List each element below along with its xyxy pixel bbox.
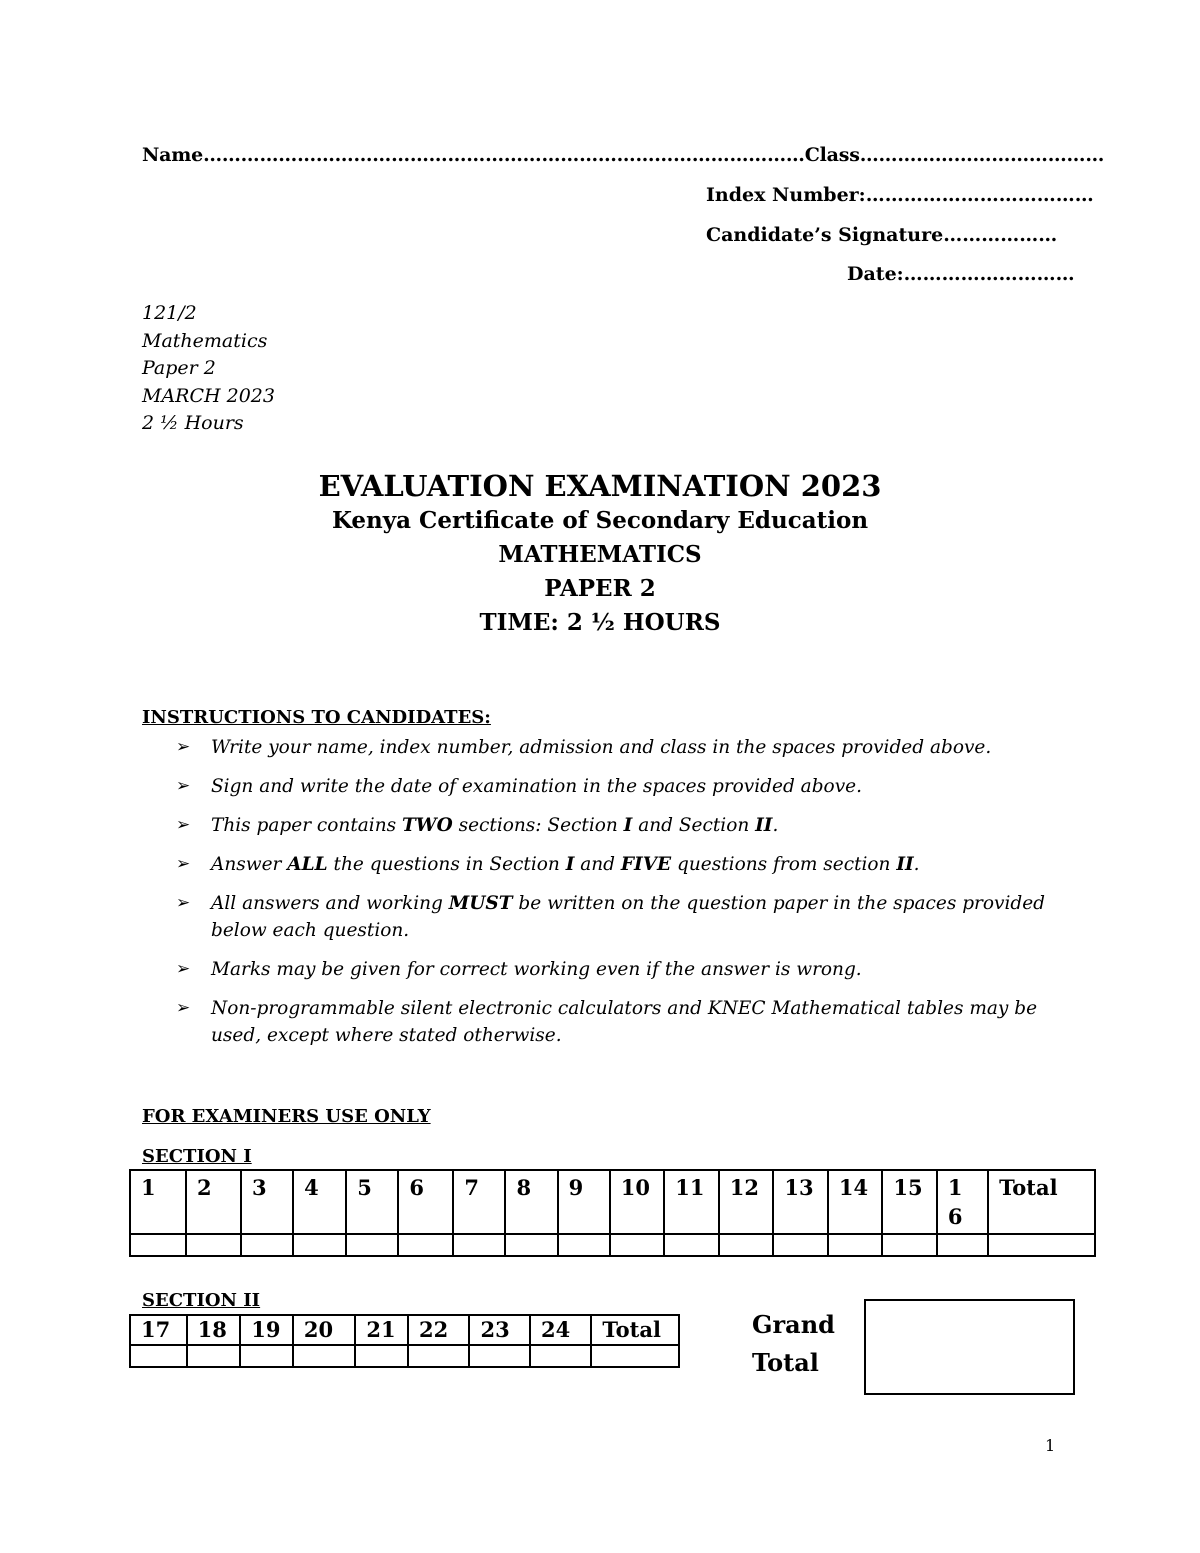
section1-header-cell: 9 [558,1170,610,1234]
section1-header-cell: 10 [610,1170,665,1234]
instruction-item: ➢ Non-programmable silent electronic calculators and KNEC Mathematical tables may be used, except where stated otherwise. [176,995,1056,1049]
section1-score-cell[interactable] [988,1234,1095,1256]
exam-paper: PAPER 2 [544,575,656,602]
section1-score-cell[interactable] [719,1234,774,1256]
section2-header-cell: Total [591,1315,679,1345]
name-label: Name [142,144,204,166]
index-number-label: Index Number: [706,184,866,206]
signature-field[interactable]: ……………… [943,224,1058,246]
section2-header-cell: 19 [240,1315,293,1345]
date-field[interactable]: ……………………… [903,263,1075,285]
section-2-label: SECTION II [142,1290,261,1311]
section2-header-cell: 20 [293,1315,355,1345]
page-number: 1 [1045,1436,1056,1455]
section1-header-cell: 11 [664,1170,719,1234]
instruction-item: ➢ Marks may be given for correct working even if the answer is wrong. [176,956,1056,983]
section1-score-cell[interactable] [130,1234,186,1256]
section2-score-cell[interactable] [187,1345,241,1367]
instructions-list [176,734,1056,1061]
section1-score-cell[interactable] [664,1234,719,1256]
class-label: Class [804,144,860,166]
arrowhead-bullet-icon: ➢ [176,776,191,796]
section1-header-cell: 8 [505,1170,557,1234]
name-field[interactable]: …………………………………………………………………………………… [203,144,805,166]
exam-time: TIME: 2 ½ HOURS [479,609,721,636]
section1-header-cell: 1 6 [937,1170,988,1234]
section1-header-cell: Total [988,1170,1095,1234]
instructions-heading: INSTRUCTIONS TO CANDIDATES: [142,707,491,728]
section1-score-cell[interactable] [293,1234,346,1256]
paper-info [142,300,275,438]
name-class-line [142,144,1104,166]
arrowhead-bullet-icon: ➢ [176,854,191,874]
section2-score-cell[interactable] [591,1345,679,1367]
section2-score-cell[interactable] [240,1345,293,1367]
section2-header-cell: 17 [130,1315,187,1345]
section1-score-cell[interactable] [346,1234,398,1256]
section1-score-cell[interactable] [453,1234,505,1256]
instruction-item: ➢ All answers and working MUST be written on the question paper in the spaces provided below each question. [176,890,1056,944]
section2-score-cell[interactable] [469,1345,529,1367]
section2-header-cell: 23 [469,1315,529,1345]
section2-header-cell: 18 [187,1315,241,1345]
exam-title: EVALUATION EXAMINATION 2023 [318,469,882,503]
paper-subject: Mathematics [142,329,268,352]
section1-header-cell: 5 [346,1170,398,1234]
instruction-item: ➢ This paper contains TWO sections: Section I and Section II. [176,812,1056,839]
section2-header-cell: 22 [408,1315,469,1345]
signature-line [706,224,1057,246]
section1-score-cell[interactable] [610,1234,665,1256]
paper-date: MARCH 2023 [142,384,275,407]
section-1-score-table [129,1169,1096,1257]
instruction-item: ➢ Sign and write the date of examination in the spaces provided above. [176,773,1056,800]
section1-header-cell: 1 [130,1170,186,1234]
arrowhead-bullet-icon: ➢ [176,737,191,757]
exam-subject: MATHEMATICS [498,541,702,568]
grand-total-label: Grand Total [752,1310,835,1377]
section1-header-cell: 4 [293,1170,346,1234]
section2-score-cell[interactable] [530,1345,591,1367]
examiners-heading: FOR EXAMINERS USE ONLY [142,1106,431,1127]
section1-score-cell[interactable] [398,1234,453,1256]
exam-body: Kenya Certificate of Secondary Education [331,507,869,534]
section1-header-cell: 14 [828,1170,883,1234]
paper-code: 121/2 [142,302,197,324]
section1-header-cell: 3 [241,1170,293,1234]
section-2-score-table [129,1314,680,1368]
paper-number: Paper 2 [142,357,216,379]
section1-header-cell: 15 [882,1170,937,1234]
arrowhead-bullet-icon: ➢ [176,998,191,1018]
grand-total-box[interactable] [864,1299,1075,1395]
section1-header-cell: 6 [398,1170,453,1234]
date-label: Date: [847,263,904,285]
section1-score-cell[interactable] [882,1234,937,1256]
instruction-item: ➢ Write your name, index number, admission and class in the spaces provided above. [176,734,1056,761]
section2-score-cell[interactable] [130,1345,187,1367]
section1-score-cell[interactable] [937,1234,988,1256]
section1-score-cell[interactable] [828,1234,883,1256]
section2-header-cell: 24 [530,1315,591,1345]
section2-score-cell[interactable] [408,1345,469,1367]
signature-label: Candidate’s Signature [706,224,944,246]
section1-score-cell[interactable] [241,1234,293,1256]
section2-score-cell[interactable] [355,1345,408,1367]
section1-header-cell: 13 [773,1170,828,1234]
section1-score-cell[interactable] [558,1234,610,1256]
section1-score-cell[interactable] [505,1234,557,1256]
arrowhead-bullet-icon: ➢ [176,959,191,979]
index-number-line [706,184,1094,206]
index-number-field[interactable]: ……………………………… [865,184,1094,206]
arrowhead-bullet-icon: ➢ [176,815,191,835]
instruction-item: ➢ Answer ALL the questions in Section I and FIVE questions from section II. [176,851,1056,878]
arrowhead-bullet-icon: ➢ [176,893,191,913]
section1-header-cell: 2 [186,1170,241,1234]
paper-duration: 2 ½ Hours [142,412,244,434]
section1-header-cell: 12 [719,1170,774,1234]
section-1-label: SECTION I [142,1146,252,1167]
section1-score-cell[interactable] [773,1234,828,1256]
class-field[interactable]: ………………………………… [859,144,1105,166]
section2-header-cell: 21 [355,1315,408,1345]
section1-header-cell: 7 [453,1170,505,1234]
section1-score-cell[interactable] [186,1234,241,1256]
date-line [847,263,1075,285]
section2-score-cell[interactable] [293,1345,355,1367]
title-block [0,468,1200,640]
